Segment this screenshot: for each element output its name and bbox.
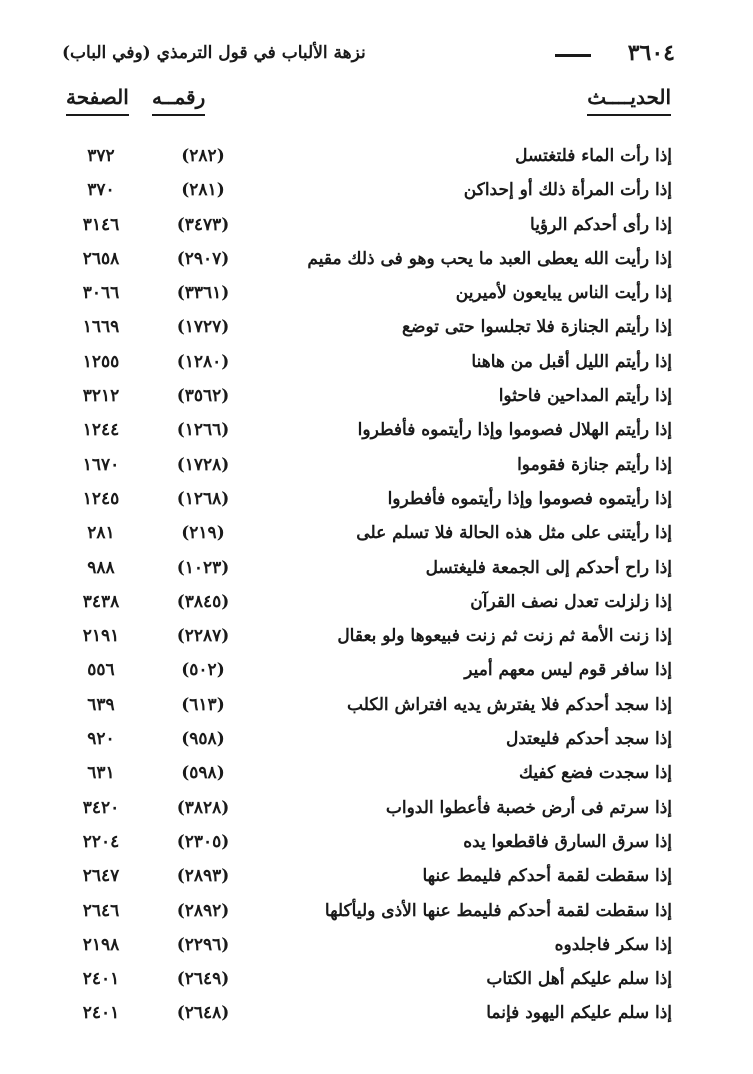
hadith-number: (٢٣٠٥) (176, 831, 230, 852)
hadith-number: (٥٩٨) (181, 763, 225, 784)
table-row (50, 448, 680, 482)
hadith-text: إذا رأيتم الهلال فصوموا وإذا رأيتموه فأفطروا (357, 420, 672, 441)
hadith-text: إذا رأيتم المداحين فاحثوا (498, 386, 672, 407)
table-row (50, 242, 680, 276)
table-row (50, 619, 680, 653)
hadith-number: (٣٨٤٥) (176, 591, 230, 612)
hadith-text: إذا رأت المرأة ذلك أو إحداكن (463, 180, 672, 201)
page-reference: ٣٤٣٨ (82, 591, 120, 612)
hadith-number: (٣٤٧٣) (176, 214, 230, 235)
hadith-number: (٣٣٦١) (176, 283, 230, 304)
hadith-number: (١٧٢٨) (176, 454, 230, 475)
hadith-text: إذا راح أحدكم إلى الجمعة فليغتسل (425, 557, 672, 578)
table-row (50, 996, 680, 1030)
hadith-number: (٢٨١) (181, 180, 225, 201)
hadith-number: (٢٢٩٦) (176, 934, 230, 955)
table-row (50, 962, 680, 996)
table-row (50, 859, 680, 893)
table-row (50, 345, 680, 379)
hadith-number: (١٢٦٦) (176, 420, 230, 441)
table-row (50, 208, 680, 242)
table-row (50, 585, 680, 619)
hadith-text: إذا زنت الأمة ثم زنت ثم زنت فبيعوها ولو بعقال (337, 626, 672, 647)
hadith-text: إذا سجدت فضع كفيك (519, 763, 672, 784)
page-reference: ١٢٥٥ (82, 351, 120, 372)
page-reference: ٢١٩١ (82, 626, 120, 647)
running-title: نزهة الألباب في قول الترمذي (وفي الباب) (62, 43, 366, 63)
table-row (50, 688, 680, 722)
hadith-text: إذا سلم عليكم اليهود فإنما (486, 1003, 672, 1024)
hadith-number: (٢٢٨٧) (176, 626, 230, 647)
header-rule (555, 54, 591, 57)
table-row (50, 825, 680, 859)
page-reference: ٦٣١ (87, 763, 115, 784)
table-row (50, 310, 680, 344)
hadith-number: (٢٦٤٩) (176, 969, 230, 990)
hadith-number: (١٧٢٧) (176, 317, 230, 338)
hadith-text: إذا رأيت الله يعطى العبد ما يحب وهو فى ذلك مقيم (307, 248, 672, 269)
table-row (50, 894, 680, 928)
hadith-text: إذا سجد أحدكم فلا يفترش يديه افتراش الكلب (347, 694, 672, 715)
hadith-number: (٣٨٢٨) (176, 797, 230, 818)
page-reference: ٥٥٦ (87, 660, 115, 681)
page-reference: ٢٨١ (87, 523, 115, 544)
hadith-text: إذا رأيتم الجنازة فلا تجلسوا حتى توضع (401, 317, 672, 338)
column-header-page: الصفحة (66, 84, 129, 116)
hadith-text: إذا رأيتموه فصوموا وإذا رأيتموه فأفطروا (387, 488, 672, 509)
hadith-number: (٣٥٦٢) (176, 386, 230, 407)
page-reference: ٢٦٥٨ (82, 248, 120, 269)
hadith-text: إذا سقطت لقمة أحدكم فليمط عنها الأذى وليأكلها (324, 900, 672, 921)
page-reference: ٦٣٩ (87, 694, 115, 715)
page-reference: ٩٨٨ (87, 557, 115, 578)
page-reference: ٢١٩٨ (82, 934, 120, 955)
hadith-text: إذا سكر فاجلدوه (554, 934, 672, 955)
page-reference: ١٢٤٤ (82, 420, 120, 441)
table-row (50, 413, 680, 447)
hadith-text: إذا سرتم فى أرض خصبة فأعطوا الدواب (385, 797, 672, 818)
table-row (50, 379, 680, 413)
table-row (50, 516, 680, 550)
table-row (50, 722, 680, 756)
index-rows (50, 139, 680, 1031)
page-reference: ٩٢٠ (87, 729, 115, 750)
hadith-number: (٦١٣) (181, 694, 225, 715)
hadith-text: إذا رأت الماء فلتغتسل (515, 146, 672, 166)
hadith-number: (١٠٢٣) (176, 557, 230, 578)
page-reference: ١٦٧٠ (82, 454, 120, 475)
page-reference: ٢٦٤٦ (82, 900, 120, 921)
table-row (50, 756, 680, 790)
page-reference: ٢٤٠١ (82, 1003, 120, 1024)
page-reference: ١٦٦٩ (82, 317, 120, 338)
table-row (50, 276, 680, 310)
hadith-text: إذا زلزلت تعدل نصف القرآن (470, 591, 672, 612)
hadith-number: (٢٨٢) (181, 146, 225, 166)
page-reference: ٣٠٦٦ (82, 283, 120, 304)
hadith-text: إذا سرق السارق فاقطعوا يده (463, 831, 672, 852)
hadith-number: (٢٨٩٢) (176, 900, 230, 921)
table-row (50, 653, 680, 687)
table-row (50, 928, 680, 962)
page-number: ٣٦٠٤ (627, 40, 675, 66)
hadith-text: إذا رأيتنى على مثل هذه الحالة فلا تسلم على (356, 523, 672, 544)
hadith-number: (٢٨٩٣) (176, 866, 230, 887)
hadith-text: إذا رأيتم الليل أقبل من هاهنا (471, 351, 672, 372)
page-reference: ٢٢٠٤ (82, 831, 120, 852)
page-reference: ٣٤٢٠ (82, 797, 120, 818)
page-reference: ١٢٤٥ (82, 488, 120, 509)
page-reference: ٢٦٤٧ (82, 866, 120, 887)
hadith-number: (١٢٦٨) (176, 488, 230, 509)
table-row (50, 173, 680, 207)
hadith-text: إذا سافر قوم ليس معهم أمير (464, 660, 672, 681)
page-reference: ٣٧٢ (87, 146, 115, 166)
page-reference: ٢٤٠١ (82, 969, 120, 990)
hadith-text: إذا سجد أحدكم فليعتدل (506, 729, 672, 750)
page-reference: ٣٧٠ (87, 180, 115, 201)
column-header-hadith: الحديــــث (587, 84, 671, 116)
hadith-number: (٢١٩) (181, 523, 225, 544)
table-row (50, 791, 680, 825)
hadith-text: إذا سقطت لقمة أحدكم فليمط عنها (422, 866, 672, 887)
hadith-number: (٢٩٠٧) (176, 248, 230, 269)
hadith-number: (٩٥٨) (181, 729, 225, 750)
running-head (62, 38, 675, 68)
page-reference: ٣١٤٦ (82, 214, 120, 235)
hadith-text: إذا رأى أحدكم الرؤيا (530, 214, 672, 235)
table-row (50, 482, 680, 516)
column-header-number: رقمــه (152, 84, 205, 116)
hadith-number: (٢٦٤٨) (176, 1003, 230, 1024)
table-row (50, 139, 680, 173)
hadith-text: إذا رأيتم جنازة فقوموا (517, 454, 672, 475)
hadith-text: إذا سلم عليكم أهل الكتاب (486, 969, 672, 990)
hadith-text: إذا رأيت الناس يبايعون لأميرين (455, 283, 672, 304)
hadith-number: (١٢٨٠) (176, 351, 230, 372)
hadith-number: (٥٠٢) (181, 660, 225, 681)
page-reference: ٣٢١٢ (82, 386, 120, 407)
table-row (50, 551, 680, 585)
